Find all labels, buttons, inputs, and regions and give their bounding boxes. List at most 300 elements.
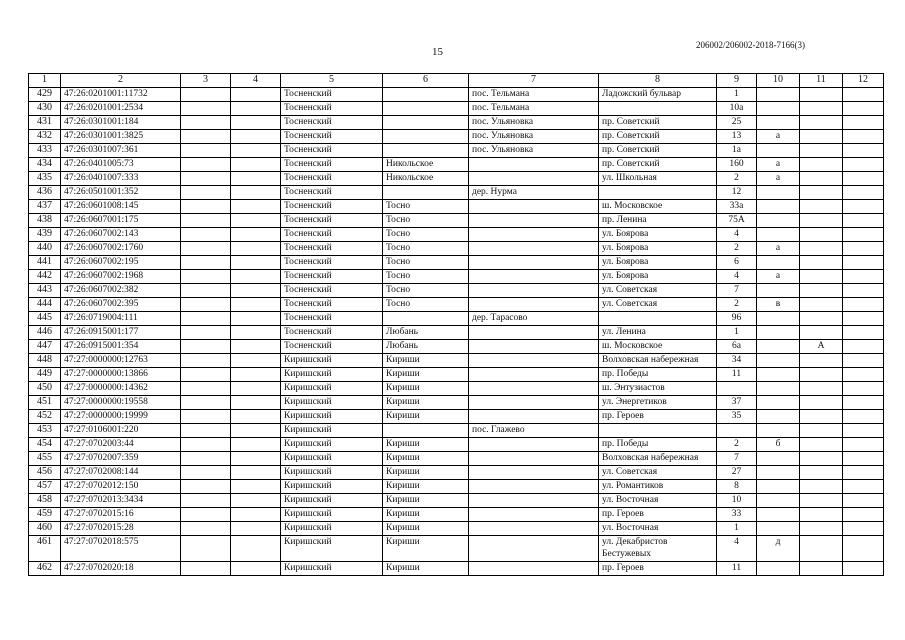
cell-locality [469,368,599,382]
table-row [29,88,884,102]
cell-cadastral-number: 47:26:0607002:195 [61,256,181,270]
cell-cadastral-number: 47:27:0702020:18 [61,562,181,576]
table-row [29,130,884,144]
cell-cadastral-number: 47:26:0915001:177 [61,326,181,340]
cell-district: Киришский [281,438,383,452]
cell-col-12 [843,396,884,410]
cell-col-3 [181,452,231,466]
cell-locality [469,508,599,522]
cell-district: Тосненский [281,284,383,298]
cell-col-3 [181,284,231,298]
cell-district: Киришский [281,522,383,536]
cell-settlement: Кириши [383,438,469,452]
cell-cadastral-number: 47:27:0000000:12763 [61,354,181,368]
cell-letter [757,228,800,242]
cell-street: ул. Декабристов Бестужевых [599,536,717,562]
cell-row-number: 461 [29,536,61,562]
cell-col-12 [843,256,884,270]
cell-street: пр. Советский [599,144,717,158]
cell-row-number: 440 [29,242,61,256]
table-row [29,242,884,256]
cell-street: ул. Советская [599,284,717,298]
cell-col-4 [231,326,281,340]
cell-house-number: 13 [717,130,757,144]
cell-col-3 [181,200,231,214]
cell-settlement [383,312,469,326]
cell-locality: пос. Тельмана [469,88,599,102]
cell-row-number: 432 [29,130,61,144]
cell-col-12 [843,242,884,256]
cell-letter [757,354,800,368]
cell-district: Тосненский [281,102,383,116]
cell-letter [757,522,800,536]
cell-district: Киришский [281,494,383,508]
cell-house-number: 10 [717,494,757,508]
cell-settlement [383,102,469,116]
table-row [29,312,884,326]
cell-col-4 [231,88,281,102]
cell-settlement: Кириши [383,452,469,466]
cell-locality [469,396,599,410]
cell-col-12 [843,340,884,354]
cell-house-number: 12 [717,186,757,200]
cell-locality [469,466,599,480]
cell-district: Тосненский [281,312,383,326]
cell-house-number: 4 [717,228,757,242]
cell-locality [469,438,599,452]
cell-settlement [383,424,469,438]
cell-col-12 [843,102,884,116]
cell-row-number: 460 [29,522,61,536]
column-header-10: 10 [757,74,800,88]
cell-street [599,186,717,200]
cell-building [800,102,843,116]
table-row [29,158,884,172]
cell-locality [469,340,599,354]
cell-settlement: Кириши [383,368,469,382]
cell-locality [469,522,599,536]
cell-district: Тосненский [281,270,383,284]
cell-street: ул. Ленина [599,326,717,340]
cell-row-number: 439 [29,228,61,242]
cell-col-4 [231,480,281,494]
column-header-8: 8 [599,74,717,88]
cell-house-number: 4 [717,536,757,562]
cell-building [800,144,843,158]
cell-col-3 [181,130,231,144]
column-header-1: 1 [29,74,61,88]
cell-col-4 [231,256,281,270]
cell-col-3 [181,522,231,536]
cell-row-number: 437 [29,200,61,214]
cell-col-4 [231,116,281,130]
cell-street: пр. Победы [599,368,717,382]
table-row [29,562,884,576]
cell-row-number: 444 [29,298,61,312]
cell-cadastral-number: 47:27:0000000:13866 [61,368,181,382]
table-row [29,214,884,228]
cell-locality [469,214,599,228]
cell-col-12 [843,298,884,312]
cell-col-3 [181,326,231,340]
cell-settlement: Кириши [383,494,469,508]
table-row [29,396,884,410]
cell-cadastral-number: 47:26:0601008:145 [61,200,181,214]
cell-col-3 [181,158,231,172]
table-row [29,368,884,382]
cell-settlement: Тосно [383,298,469,312]
cell-col-3 [181,242,231,256]
table-row [29,494,884,508]
cell-district: Тосненский [281,116,383,130]
table-row [29,144,884,158]
cell-building [800,270,843,284]
cell-row-number: 451 [29,396,61,410]
cell-col-3 [181,424,231,438]
cell-cadastral-number: 47:27:0702015:28 [61,522,181,536]
cell-cadastral-number: 47:26:0201001:2534 [61,102,181,116]
cell-row-number: 454 [29,438,61,452]
cell-cadastral-number: 47:26:0201001:11732 [61,88,181,102]
cell-cadastral-number: 47:27:0000000:19999 [61,410,181,424]
cell-street: ул. Восточная [599,522,717,536]
cell-col-4 [231,340,281,354]
cell-col-4 [231,424,281,438]
cell-col-3 [181,172,231,186]
cell-building [800,298,843,312]
table-row [29,298,884,312]
cell-street: ул. Советская [599,466,717,480]
cell-locality [469,200,599,214]
cell-col-4 [231,102,281,116]
table-row [29,536,884,562]
cell-settlement: Кириши [383,396,469,410]
cell-district: Тосненский [281,88,383,102]
cell-district: Тосненский [281,298,383,312]
cell-district: Киришский [281,424,383,438]
cell-locality [469,494,599,508]
cell-settlement: Любань [383,326,469,340]
cell-cadastral-number: 47:27:0000000:19558 [61,396,181,410]
cell-street: Волховская набережная [599,452,717,466]
cell-col-4 [231,466,281,480]
cell-street: ул. Боярова [599,242,717,256]
cell-col-3 [181,186,231,200]
cell-house-number: 2 [717,172,757,186]
cell-building [800,186,843,200]
cell-house-number: 2 [717,438,757,452]
cell-letter [757,382,800,396]
cell-district: Киришский [281,452,383,466]
table-row [29,466,884,480]
cell-building [800,130,843,144]
cell-col-4 [231,536,281,562]
cell-letter [757,494,800,508]
cell-street: пр. Ленина [599,214,717,228]
cell-house-number: 27 [717,466,757,480]
cell-col-3 [181,354,231,368]
table-row [29,452,884,466]
cell-col-12 [843,228,884,242]
cell-settlement: Кириши [383,562,469,576]
cell-col-12 [843,214,884,228]
cell-col-12 [843,494,884,508]
cell-cadastral-number: 47:27:0106001:220 [61,424,181,438]
cell-building [800,522,843,536]
cell-letter [757,326,800,340]
cell-letter: а [757,130,800,144]
cell-house-number: 6 [717,256,757,270]
cell-locality [469,562,599,576]
cell-cadastral-number: 47:27:0702003:44 [61,438,181,452]
cell-locality [469,410,599,424]
table-row [29,284,884,298]
cell-row-number: 459 [29,508,61,522]
cell-building [800,410,843,424]
table-row [29,270,884,284]
cell-district: Тосненский [281,326,383,340]
cell-letter: б [757,438,800,452]
cell-district: Тосненский [281,130,383,144]
cell-letter [757,256,800,270]
cell-row-number: 452 [29,410,61,424]
cell-col-12 [843,270,884,284]
cell-cadastral-number: 47:26:0501001:352 [61,186,181,200]
cell-cadastral-number: 47:26:0607002:395 [61,298,181,312]
cell-locality [469,172,599,186]
cell-street: пр. Советский [599,116,717,130]
cell-building: А [800,340,843,354]
cell-house-number: 25 [717,116,757,130]
cell-col-4 [231,172,281,186]
cell-district: Киришский [281,354,383,368]
table-row [29,354,884,368]
cell-district: Киришский [281,368,383,382]
cell-settlement: Тосно [383,228,469,242]
cell-cadastral-number: 47:26:0607002:1968 [61,270,181,284]
cell-letter [757,214,800,228]
cell-col-3 [181,144,231,158]
cell-building [800,354,843,368]
cell-col-3 [181,562,231,576]
column-header-11: 11 [800,74,843,88]
cell-street: пр. Героев [599,562,717,576]
cell-letter: а [757,242,800,256]
cell-settlement: Кириши [383,480,469,494]
cell-col-12 [843,562,884,576]
cell-col-12 [843,410,884,424]
cell-building [800,242,843,256]
cell-cadastral-number: 47:27:0702013:3434 [61,494,181,508]
cell-district: Киришский [281,562,383,576]
cell-street: ул. Боярова [599,256,717,270]
table-row [29,326,884,340]
cell-col-12 [843,186,884,200]
cell-col-12 [843,130,884,144]
cell-settlement [383,116,469,130]
table-row [29,424,884,438]
cell-col-12 [843,354,884,368]
cell-building [800,536,843,562]
cell-col-3 [181,312,231,326]
cell-locality [469,158,599,172]
cell-street: ш. Энтузиастов [599,382,717,396]
cell-street: пр. Советский [599,130,717,144]
cell-col-12 [843,172,884,186]
cell-locality: пос. Ульяновка [469,116,599,130]
cell-house-number: 10а [717,102,757,116]
cell-col-3 [181,102,231,116]
cell-settlement: Тосно [383,200,469,214]
cell-building [800,494,843,508]
cell-street: ш. Московское [599,200,717,214]
page-number: 15 [432,46,443,58]
cell-locality [469,326,599,340]
cell-street [599,102,717,116]
cell-cadastral-number: 47:26:0301001:184 [61,116,181,130]
cell-house-number [717,382,757,396]
cell-row-number: 458 [29,494,61,508]
cell-col-3 [181,536,231,562]
cell-col-3 [181,480,231,494]
cell-district: Тосненский [281,186,383,200]
cell-col-4 [231,354,281,368]
cell-district: Тосненский [281,228,383,242]
table-row [29,340,884,354]
cell-cadastral-number: 47:27:0702008:144 [61,466,181,480]
cell-settlement: Кириши [383,410,469,424]
cell-row-number: 431 [29,116,61,130]
cell-col-4 [231,452,281,466]
cell-col-4 [231,284,281,298]
cell-letter [757,340,800,354]
cell-col-3 [181,270,231,284]
cell-building [800,214,843,228]
cell-house-number: 6а [717,340,757,354]
cell-locality: дер. Тарасово [469,312,599,326]
table-row [29,382,884,396]
cell-district: Тосненский [281,340,383,354]
table-row [29,116,884,130]
cell-cadastral-number: 47:26:0401005:73 [61,158,181,172]
cell-letter [757,410,800,424]
cell-building [800,88,843,102]
register-table [28,73,884,576]
cell-settlement: Кириши [383,382,469,396]
cell-house-number: 35 [717,410,757,424]
cell-house-number: 1 [717,522,757,536]
cell-col-4 [231,562,281,576]
cell-row-number: 456 [29,466,61,480]
cell-district: Киришский [281,466,383,480]
column-header-12: 12 [843,74,884,88]
cell-street [599,424,717,438]
cell-building [800,158,843,172]
cell-row-number: 453 [29,424,61,438]
cell-building [800,466,843,480]
cell-letter [757,424,800,438]
column-header-9: 9 [717,74,757,88]
cell-col-3 [181,494,231,508]
cell-row-number: 434 [29,158,61,172]
cell-cadastral-number: 47:27:0702007:359 [61,452,181,466]
cell-street: ул. Романтиков [599,480,717,494]
cell-building [800,382,843,396]
cell-district: Тосненский [281,200,383,214]
cell-col-4 [231,186,281,200]
cell-building [800,562,843,576]
cell-house-number: 7 [717,284,757,298]
cell-col-12 [843,326,884,340]
cell-col-4 [231,494,281,508]
cell-col-12 [843,144,884,158]
cell-cadastral-number: 47:26:0301007:361 [61,144,181,158]
cell-building [800,508,843,522]
cell-building [800,480,843,494]
cell-street [599,312,717,326]
cell-col-12 [843,382,884,396]
cell-col-12 [843,466,884,480]
cell-locality [469,480,599,494]
cell-street: пр. Победы [599,438,717,452]
cell-settlement [383,144,469,158]
cell-house-number: 160 [717,158,757,172]
cell-row-number: 448 [29,354,61,368]
cell-settlement: Тосно [383,284,469,298]
cell-street: ул. Боярова [599,228,717,242]
cell-cadastral-number: 47:26:0915001:354 [61,340,181,354]
cell-col-3 [181,368,231,382]
cell-settlement [383,130,469,144]
cell-district: Тосненский [281,214,383,228]
cell-building [800,368,843,382]
table-row [29,522,884,536]
cell-district: Тосненский [281,158,383,172]
cell-letter [757,116,800,130]
cell-settlement [383,88,469,102]
cell-letter: а [757,158,800,172]
cell-letter [757,396,800,410]
cell-cadastral-number: 47:27:0702018:575 [61,536,181,562]
cell-cadastral-number: 47:26:0719004:111 [61,312,181,326]
cell-locality [469,284,599,298]
cell-district: Тосненский [281,242,383,256]
table-row [29,186,884,200]
cell-cadastral-number: 47:26:0301001:3825 [61,130,181,144]
cell-row-number: 436 [29,186,61,200]
cell-street: ул. Восточная [599,494,717,508]
column-header-5: 5 [281,74,383,88]
cell-locality [469,228,599,242]
cell-col-3 [181,116,231,130]
cell-col-4 [231,298,281,312]
cell-house-number: 2 [717,242,757,256]
cell-letter [757,312,800,326]
cell-row-number: 433 [29,144,61,158]
cell-locality [469,298,599,312]
cell-col-4 [231,228,281,242]
cell-col-12 [843,508,884,522]
column-header-7: 7 [469,74,599,88]
cell-cadastral-number: 47:26:0607001:175 [61,214,181,228]
cell-district: Тосненский [281,144,383,158]
cell-locality [469,242,599,256]
cell-col-4 [231,144,281,158]
cell-district: Киришский [281,508,383,522]
cell-cadastral-number: 47:26:0401007:333 [61,172,181,186]
cell-letter [757,452,800,466]
cell-building [800,116,843,130]
